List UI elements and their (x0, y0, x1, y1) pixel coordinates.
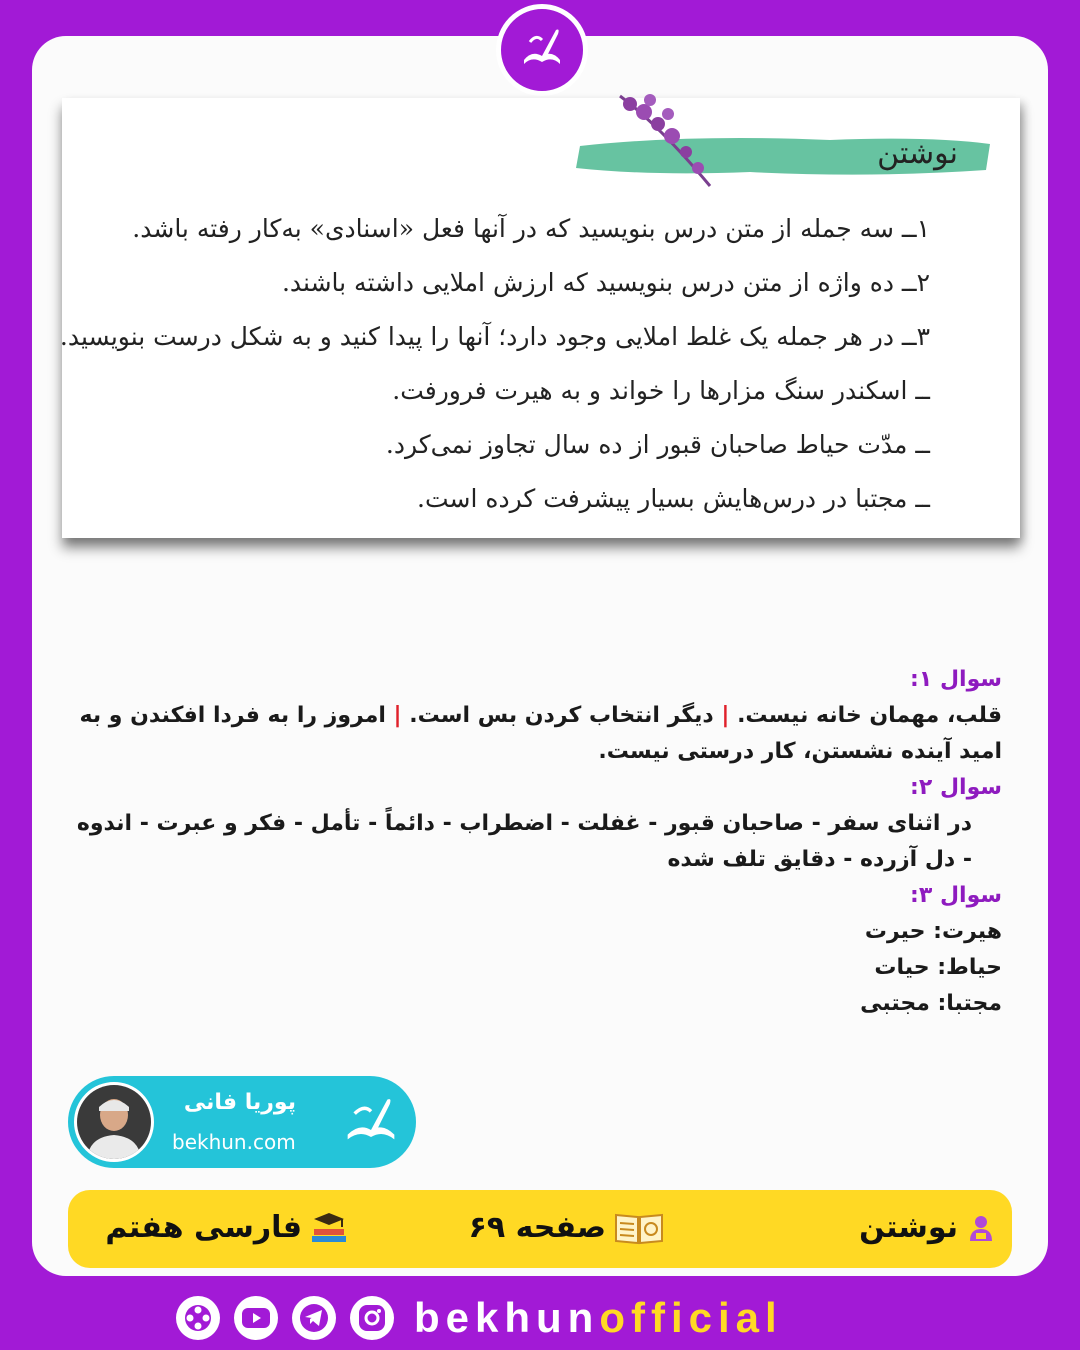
answer-3-line: هیرت: حیرت (864, 919, 1002, 944)
brand-handle[interactable] (414, 1294, 783, 1342)
teacher-icon (966, 1213, 996, 1243)
avatar (74, 1082, 154, 1162)
telegram-link[interactable] (292, 1296, 336, 1340)
textbook-line: ۳ــ در هر جمله یک غلط املایی وجود دارد؛ آنها را پیدا کنید و به شکل درست بنویسید. (59, 322, 930, 351)
youtube-link[interactable] (234, 1296, 278, 1340)
page-item (469, 1210, 664, 1245)
course-item (105, 1210, 348, 1245)
page-label: صفحه ۶۹ (468, 1210, 606, 1245)
aparat-link[interactable] (176, 1296, 220, 1340)
textbook-line: ۲ــ ده واژه از متن درس بنویسید که ارزش املایی داشته باشند. (281, 268, 930, 297)
question-2-answer: در اثنای سفر - صاحبان قبور - غفلت - اضطراب - دائماً - تأمل - فکر و عبرت - اندوه - دل آزرده - دقایق تلف شده (76, 811, 972, 872)
open-book-icon (614, 1211, 664, 1245)
textbook-title: نوشتن (877, 136, 958, 171)
textbook-lines (59, 202, 930, 526)
author-avatar-icon (77, 1085, 151, 1159)
answer-1-part-2: دیگر انتخاب کردن بس است. (409, 703, 714, 728)
pen-book-logo-icon (512, 20, 572, 80)
author-website[interactable]: bekhun.com (172, 1130, 296, 1154)
answer-3-line: مجتبا: مجتبی (860, 991, 1002, 1016)
purple-flower-branch-icon (600, 86, 750, 196)
author-badge[interactable] (68, 1076, 416, 1168)
instagram-link[interactable] (350, 1296, 394, 1340)
separator: | (393, 703, 402, 728)
lesson-info-bar (68, 1190, 1012, 1268)
youtube-icon (241, 1306, 271, 1330)
telegram-icon (299, 1303, 329, 1333)
topic-label: نوشتن (859, 1210, 958, 1245)
brand-part-2: official (599, 1294, 783, 1341)
graduation-books-icon (310, 1211, 348, 1245)
textbook-line: ۱ــ سه جمله از متن درس بنویسید که در آنها فعل «اسنادی» به‌کار رفته باشد. (132, 214, 930, 243)
separator: | (721, 703, 730, 728)
film-reel-icon (183, 1303, 213, 1333)
bekhun-logo-icon (336, 1088, 406, 1158)
bekhun-logo-top[interactable] (496, 4, 588, 96)
question-3-title: سوال ۳: (910, 883, 1002, 908)
social-footer (176, 1290, 783, 1346)
answers-section (72, 662, 1002, 1022)
topic-item (859, 1210, 996, 1245)
textbook-line: ــ مدّت حیاط صاحبان قبور از ده سال تجاوز نمی‌کرد. (385, 430, 930, 459)
answer-1-part-3: امروز را به فردا افکندن و به امید آینده نشستن، کار درستی نیست. (79, 703, 1002, 764)
course-label: فارسی هفتم (105, 1210, 302, 1245)
brand-part-1: bekhun (414, 1294, 600, 1341)
answer-3-line: حیاط: حیات (874, 955, 1002, 980)
textbook-line: ــ اسکندر سنگ مزارها را خواند و به هیرت فرورفت. (392, 376, 930, 405)
textbook-excerpt (59, 98, 1020, 538)
textbook-line: ــ مجتبا در درس‌هایش بسیار پیشرفت کرده است. (417, 484, 930, 513)
question-1-title: سوال ۱: (910, 667, 1002, 692)
instagram-icon (357, 1303, 387, 1333)
question-1-answer (72, 698, 1002, 770)
question-2-title: سوال ۲: (910, 775, 1002, 800)
answer-1-part-1: قلب، مهمان خانه نیست. (737, 703, 1002, 728)
author-name: پوریا فانی (183, 1090, 296, 1115)
